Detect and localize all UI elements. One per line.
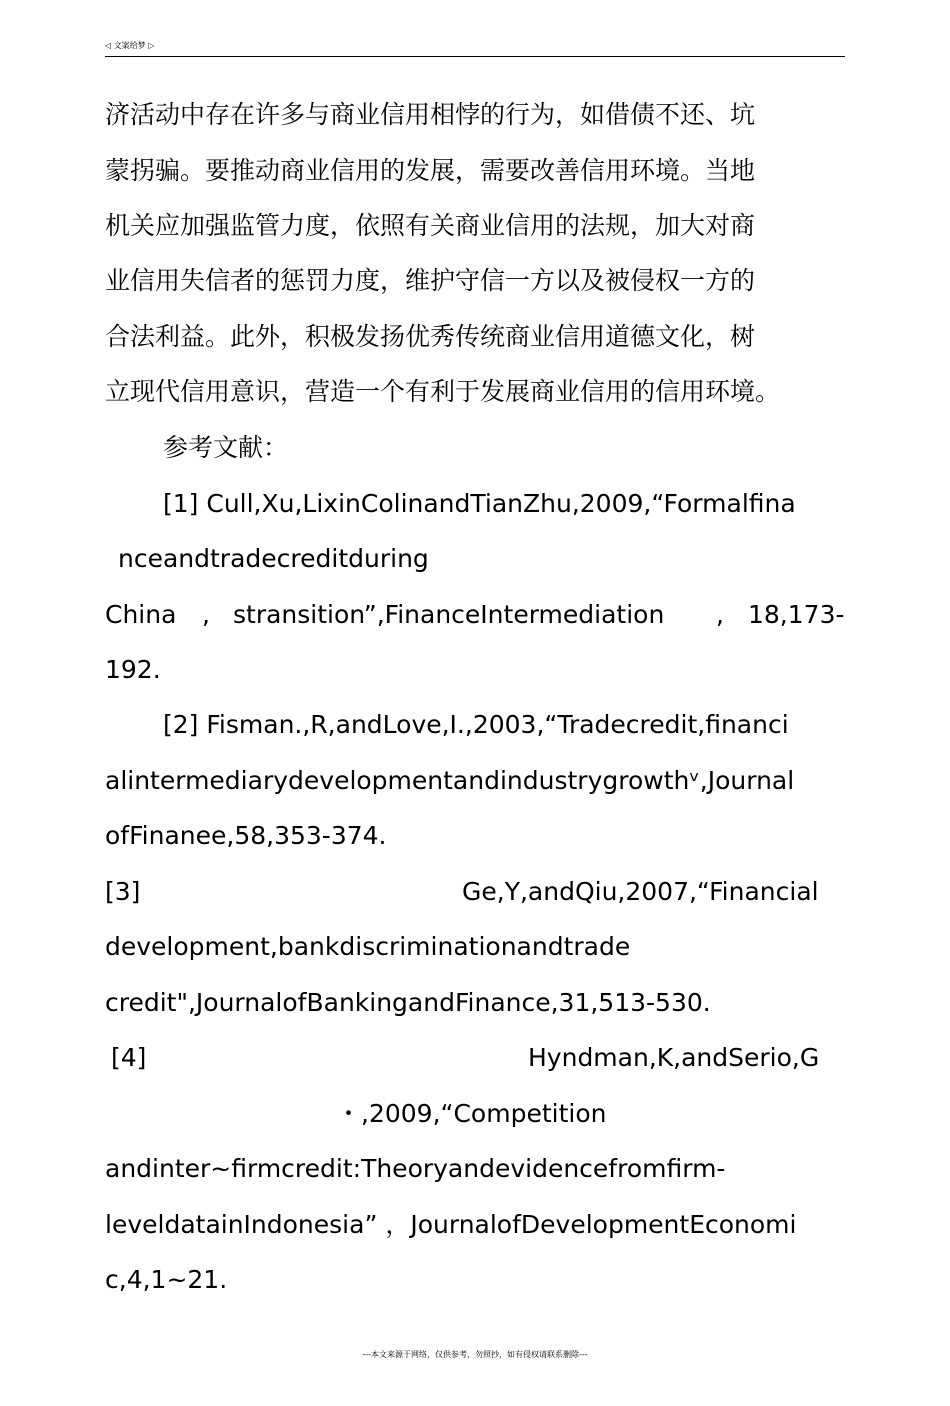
body-line: 蒙拐骗。要推动商业信用的发展，需要改善信用环境。当地 [105,156,756,185]
reference-line: [1] Cull,Xu,LixinColinandTianZhu,2009,“Formalfina [163,489,796,518]
body-line: 立现代信用意识，营造一个有利于发展商业信用的信用环境。 [105,377,781,406]
reference-line: leveldatainIndonesia” ，JournalofDevelopmentEconomi [105,1210,797,1239]
page-header [105,40,845,57]
reference-line: , [716,600,724,629]
reference-line: , [202,600,210,629]
reference-line: ・,2009,“Competition [336,1099,607,1128]
body-line: 合法利益。此外，积极发扬优秀传统商业信用道德文化，树 [105,322,756,351]
reference-line: [4] [111,1043,147,1072]
reference-line: [2] Fisman.,R,andLove,I.,2003,“Tradecredit,financi [163,710,789,739]
references-heading: 参考文献： [163,433,289,462]
reference-line: stransition”,FinanceIntermediation [233,600,665,629]
reference-line: alintermediarydevelopmentandindustrygrowthᵛ,Journal [105,766,795,795]
reference-line: credit",JournalofBankingandFinance,31,513-530. [105,988,711,1017]
reference-line: andinter~firmcredit:Theoryandevidencefromfirm- [105,1154,726,1183]
reference-line: nceandtradecreditduring [118,544,429,573]
reference-line: China [105,600,177,629]
body-line: 机关应加强监管力度，依照有关商业信用的法规，加大对商 [105,211,756,240]
reference-line: Ge,Y,andQiu,2007,“Financial [462,877,819,906]
reference-line: c,4,1~21. [105,1265,228,1294]
reference-line: ofFinanee,58,353-374. [105,821,387,850]
body-line: 业信用失信者的惩罚力度，维护守信一方以及被侵权一方的 [105,266,756,295]
page-footer: ---本文来源于网络，仅供参考，勿照抄，如有侵权请联系删除--- [362,1350,588,1359]
header-text: ◁ 文案给梦 ▷ [105,41,155,50]
reference-line: 18,173- [748,600,845,629]
reference-line: development,bankdiscriminationandtrade [105,932,631,961]
reference-line: Hyndman,K,andSerio,G [528,1043,820,1072]
reference-line: 192. [105,655,161,684]
reference-line: [3] [105,877,141,906]
body-line: 济活动中存在许多与商业信用相悖的行为，如借债不还、坑 [105,100,756,129]
